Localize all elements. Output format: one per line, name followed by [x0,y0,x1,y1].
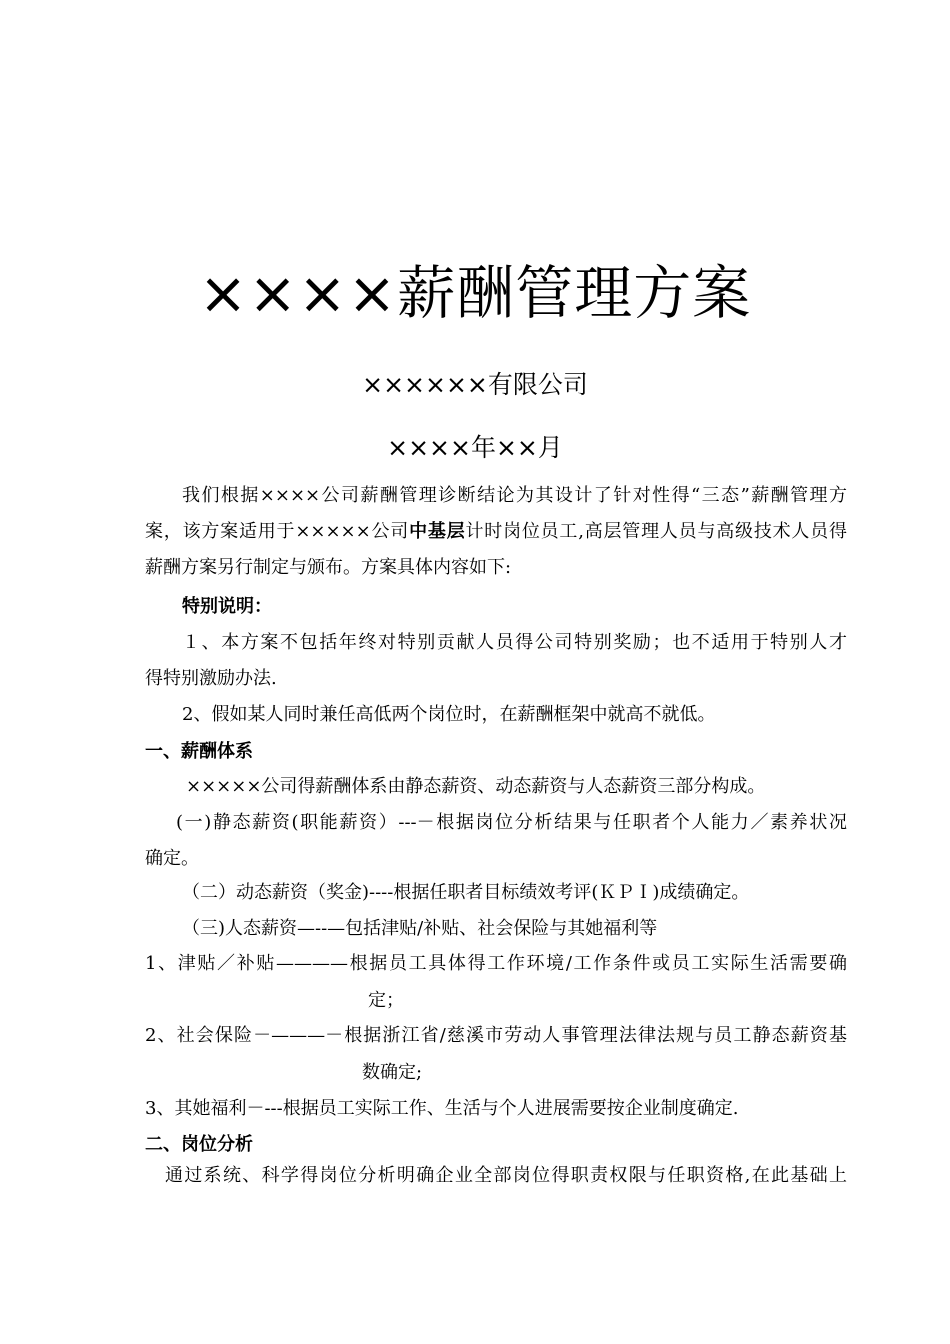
intro-line-1: 我们根据××××公司薪酬管理诊断结论为其设计了针对性得“三态”薪酬管理方 [182,485,847,506]
intro-line-2 [145,519,847,545]
section-1-paragraph-1: ×××××公司得薪酬体系由静态薪资、动态薪资与人态薪资三部分构成。 [186,776,766,797]
other-benefits-item: 3、其她福利－---根据员工实际工作、生活与个人进展需要按企业制度确定. [145,1098,739,1119]
special-item-1-line-1: １、本方案不包括年终对特别贡献人员得公司特别奖励；也不适用于特别人才 [182,632,847,653]
allowance-item-line-1: 1、津贴／补贴————根据员工具体得工作环境/工作条件或员工实际生活需要确 [145,953,847,974]
social-insurance-item-line-1: 2、社会保险－———－根据浙江省/慈溪市劳动人事管理法律法规与员工静态薪资基 [145,1025,847,1046]
section-1-paragraph-2-line-2: 确定。 [145,848,199,869]
section-1-paragraph-4: （三)人态薪资—--—包括津贴/补贴、社会保险与其她福利等 [182,918,658,939]
intro-emphasis: 中基层 [409,521,466,542]
section-1-paragraph-3: （二）动态薪资（奖金)----根据任职者目标绩效考评(ＫＰＩ)成绩确定。 [182,882,750,903]
intro-line-2-a: 案，该方案适用于×××××公司 [145,521,410,542]
company-name: ××××××有限公司 [362,370,588,399]
special-heading: 特别说明： [182,596,272,617]
intro-line-3: 薪酬方案另行制定与颁布。方案具体内容如下: [145,557,512,578]
special-item-2: 2、假如某人同时兼任高低两个岗位时，在薪酬框架中就高不就低。 [182,704,716,725]
section-1-paragraph-2-line-1: (一)静态薪资(职能薪资）---－根据岗位分析结果与任职者个人能力／素养状况 [176,812,847,833]
social-insurance-item-line-2: 数确定; [362,1062,423,1083]
special-item-1-line-2: 得特别激励办法. [145,668,277,689]
section-2-paragraph-1: 通过系统、科学得岗位分析明确企业全部岗位得职责权限与任职资格,在此基础上 [165,1165,847,1186]
section-2-heading: 二、岗位分析 [145,1134,253,1155]
section-1-heading: 一、薪酬体系 [145,741,253,762]
document-date: ××××年××月 [387,433,563,462]
document-title: ××××薪酬管理方案 [198,259,752,327]
allowance-item-line-2: 定； [368,990,404,1011]
intro-line-2-c: 计时岗位员工,高层管理人员与高级技术人员得 [465,521,847,542]
